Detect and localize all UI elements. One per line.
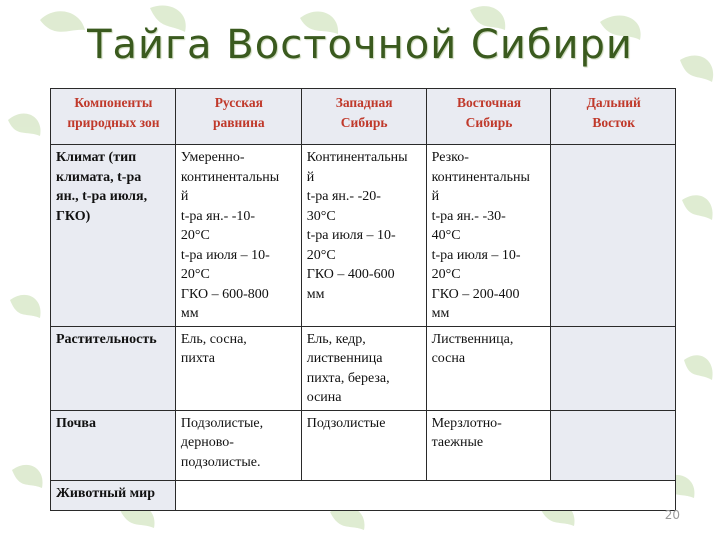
cell-soil-east-siberia: Мерзлотно- таежные <box>426 410 551 480</box>
header-west-siberia: Западная Сибирь <box>301 89 426 145</box>
row-label-climate: Климат (тип климата, t-ра ян., t-ра июля, ГКО) <box>51 145 176 327</box>
leaf-decoration-icon <box>12 465 43 488</box>
cell-fauna-merged <box>175 480 675 510</box>
cell-climate-east-siberia: Резко- континентальны й t-ра ян.- -30- 40°С t-ра июля – 10- 20°С ГКО – 200-400 мм <box>426 145 551 327</box>
cell-climate-west-siberia: Континентальны й t-ра ян.- -20- 30°С t-ра июля – 10- 20°С ГКО – 400-600 мм <box>301 145 426 327</box>
slide-title: Тайга Восточной Сибири <box>87 22 633 68</box>
table-row-soil <box>51 410 676 480</box>
table-row-fauna <box>51 480 676 510</box>
cell-soil-russian-plain: Подзолистые, дерново- подзолистые. <box>175 410 301 480</box>
header-far-east: Дальний Восток <box>551 89 676 145</box>
taiga-comparison-table <box>50 88 676 511</box>
row-label-vegetation: Растительность <box>51 326 176 410</box>
table-header-row <box>51 89 676 145</box>
table-row-climate <box>51 145 676 327</box>
cell-climate-far-east <box>551 145 676 327</box>
cell-vegetation-east-siberia: Лиственница, сосна <box>426 326 551 410</box>
header-components: Компоненты природных зон <box>51 89 176 145</box>
row-label-soil: Почва <box>51 410 176 480</box>
leaf-decoration-icon <box>682 195 713 220</box>
header-russian-plain: Русская равнина <box>175 89 301 145</box>
cell-soil-west-siberia: Подзолистые <box>301 410 426 480</box>
header-east-siberia: Восточная Сибирь <box>426 89 551 145</box>
leaf-decoration-icon <box>8 113 41 136</box>
cell-climate-russian-plain: Умеренно- континентальны й t-ра ян.- -10- 20°С t-ра июля – 10- 20°С ГКО – 600-800 мм <box>175 145 301 327</box>
cell-vegetation-russian-plain: Ель, сосна, пихта <box>175 326 301 410</box>
leaf-decoration-icon <box>684 355 713 380</box>
leaf-decoration-icon <box>10 295 41 318</box>
cell-soil-far-east <box>551 410 676 480</box>
row-label-fauna: Животный мир <box>51 480 176 510</box>
cell-vegetation-west-siberia: Ель, кедр, лиственница пихта, береза, осина <box>301 326 426 410</box>
page-number: 20 <box>664 508 680 522</box>
cell-vegetation-far-east <box>551 326 676 410</box>
table-row-vegetation <box>51 326 676 410</box>
